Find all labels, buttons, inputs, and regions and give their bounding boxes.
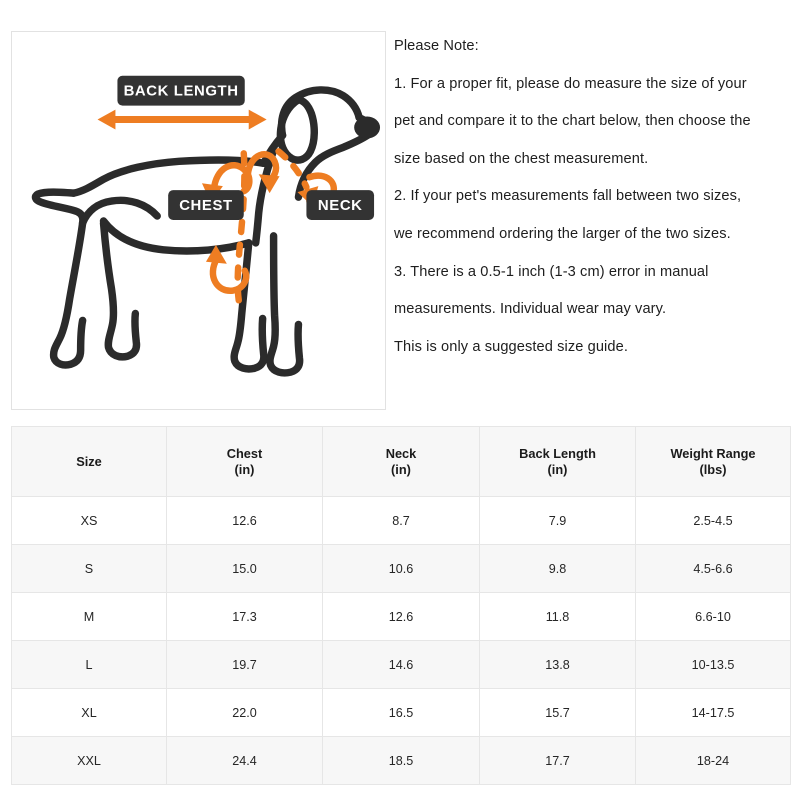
cell-chest: 12.6 [167,497,323,545]
cell-neck: 14.6 [323,641,480,689]
cell-weight-range: 10-13.5 [636,641,791,689]
cell-neck: 8.7 [323,497,480,545]
cell-back-length: 15.7 [480,689,636,737]
cell-weight-range: 4.5-6.6 [636,545,791,593]
cell-size: M [12,593,167,641]
dog-diagram-svg [12,32,385,409]
table-row [12,593,791,641]
cell-weight-range: 14-17.5 [636,689,791,737]
note-line: 3. There is a 0.5-1 inch (1-3 cm) error in manual [394,263,709,280]
cell-weight-range: 18-24 [636,737,791,785]
cell-weight-range: 6.6-10 [636,593,791,641]
table-row [12,641,791,689]
table-row [12,737,791,785]
column-header-neck [323,427,480,497]
chest-curl-arrow-bottom [213,259,246,291]
table-body [12,497,791,785]
cell-back-length: 11.8 [480,593,636,641]
note-line: This is only a suggested size guide. [394,338,628,355]
table-row [12,545,791,593]
column-header-unit: (in) [547,461,568,477]
dog-outline [35,90,370,373]
back-length-label: BACK LENGTH [123,82,239,100]
note-line: we recommend ordering the larger of the two sizes. [394,225,731,242]
cell-size: S [12,545,167,593]
cell-back-length: 9.8 [480,545,636,593]
note-line: 1. For a proper fit, please do measure the size of your [394,75,747,92]
cell-chest: 17.3 [167,593,323,641]
cell-size: XXL [12,737,167,785]
column-header-weight-range [636,427,791,497]
column-header-unit: (lbs) [699,461,727,477]
note-line: measurements. Individual wear may vary. [394,301,667,318]
column-header-size [12,427,167,497]
table-header [12,427,791,497]
note-line: pet and compare it to the chart below, then choose the [394,113,751,130]
column-header-name: Size [76,453,102,469]
column-header-unit: (in) [234,461,255,477]
column-header-name: Neck [385,445,417,461]
cell-chest: 22.0 [167,689,323,737]
cell-back-length: 17.7 [480,737,636,785]
cell-size: L [12,641,167,689]
cell-back-length: 7.9 [480,497,636,545]
cell-neck: 12.6 [323,593,480,641]
cell-size: XS [12,497,167,545]
cell-weight-range: 2.5-4.5 [636,497,791,545]
cell-chest: 15.0 [167,545,323,593]
column-header-unit: (in) [391,461,411,477]
back-length-tag [117,76,244,106]
column-header-back-length [480,427,636,497]
size-chart-table [11,426,791,785]
note-line: size based on the chest measurement. [394,150,649,167]
cell-neck: 10.6 [323,545,480,593]
column-header-name: Weight Range [670,445,756,461]
cell-chest: 19.7 [167,641,323,689]
neck-label: NECK [317,197,363,215]
cell-size: XL [12,689,167,737]
note-heading: Please Note: [394,38,479,54]
dog-nose [354,117,380,139]
column-header-name: Back Length [519,445,596,461]
cell-back-length: 13.8 [480,641,636,689]
cell-neck: 16.5 [323,689,480,737]
cell-neck: 18.5 [323,737,480,785]
chest-label: CHEST [179,197,233,215]
back-length-arrow [98,110,267,130]
dog-measurement-illustration [11,31,386,410]
note-line: 2. If your pet's measurements fall between two sizes, [394,188,742,205]
cell-chest: 24.4 [167,737,323,785]
neck-tag [306,190,374,220]
please-note-section [394,28,800,388]
table-header-row [12,427,791,497]
chest-tag [168,190,244,220]
table-row [12,689,791,737]
column-header-name: Chest [226,445,263,461]
column-header-chest [167,427,323,497]
table-row [12,497,791,545]
